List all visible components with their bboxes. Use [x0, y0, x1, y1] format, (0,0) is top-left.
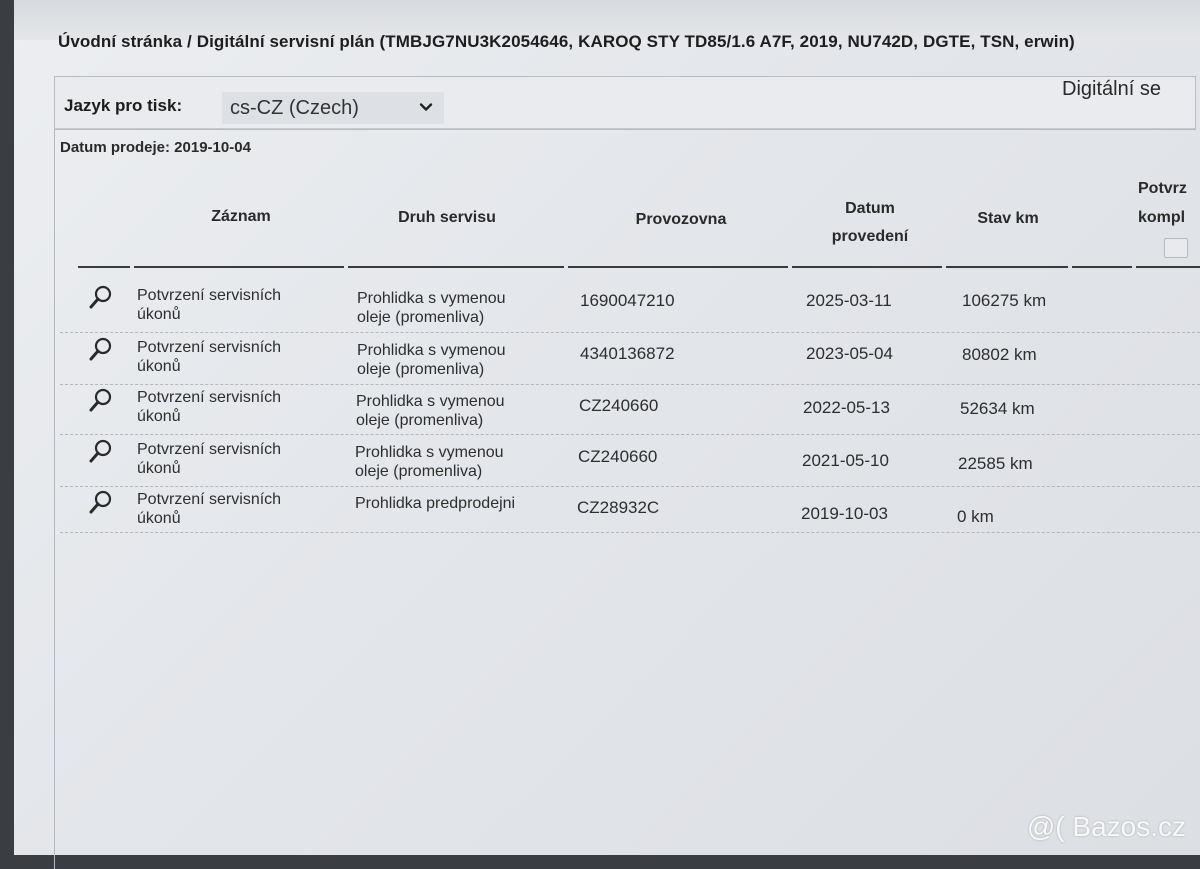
workshop-cell: CZ28932C — [577, 498, 660, 517]
watermark: @( Bazos.cz — [1026, 811, 1186, 842]
column-header-confirm[interactable] — [1138, 174, 1200, 232]
date-cell: 2022-05-13 — [803, 398, 890, 417]
date-cell: 2025-03-11 — [806, 291, 892, 310]
confirm-all-checkbox[interactable] — [1164, 238, 1188, 258]
row-separator — [60, 532, 1200, 533]
record-line1: Potvrzení servisních — [137, 339, 282, 356]
column-header-confirm-line1: Potvrz — [1138, 180, 1187, 197]
column-header-date-line2: provedení — [831, 228, 909, 245]
sale-date: Datum prodeje: 2019-10-04 — [60, 139, 251, 156]
column-header-record[interactable]: Záznam — [211, 208, 271, 225]
service-line2: oleje (promenliva) — [355, 463, 483, 480]
record-line1: Potvrzení servisních — [137, 389, 282, 406]
record-cell — [137, 440, 317, 478]
record-line1: Potvrzení servisních — [137, 441, 282, 458]
workshop-cell: 1690047210 — [580, 291, 675, 310]
workshop-cell: CZ240660 — [578, 447, 658, 466]
service-line2: oleje (promenliva) — [357, 361, 485, 378]
record-cell — [137, 388, 317, 426]
mileage-cell: 52634 km — [960, 399, 1035, 418]
record-cell — [137, 286, 317, 324]
service-line1: Prohlidka predprodejni — [355, 495, 516, 512]
header-underline — [568, 266, 788, 268]
record-line2: úkonů — [137, 408, 181, 425]
service-type-cell — [356, 392, 541, 430]
record-line1: Potvrzení servisních — [137, 491, 282, 508]
record-line1: Potvrzení servisních — [137, 287, 282, 304]
column-header-mileage[interactable]: Stav km — [977, 210, 1039, 227]
print-language-select[interactable] — [222, 92, 444, 124]
header-underline — [946, 266, 1068, 268]
record-cell — [137, 338, 317, 376]
mileage-cell: 106275 km — [962, 291, 1047, 310]
record-line2: úkonů — [137, 510, 181, 527]
magnifier-icon[interactable] — [88, 438, 114, 464]
mileage-cell: 80802 km — [962, 345, 1037, 364]
service-type-cell — [357, 289, 542, 327]
service-line1: Prohlidka s vymenou — [355, 444, 504, 461]
row-separator — [60, 332, 1200, 333]
magnifier-icon[interactable] — [88, 284, 114, 310]
service-type-cell — [357, 341, 542, 379]
service-line1: Prohlidka s vymenou — [357, 290, 506, 307]
mileage-cell: 22585 km — [958, 454, 1033, 473]
service-line1: Prohlidka s vymenou — [357, 342, 506, 359]
record-line2: úkonů — [137, 460, 181, 477]
service-type-cell — [355, 494, 540, 513]
chevron-down-icon — [418, 99, 434, 115]
breadcrumb-home-link[interactable]: Úvodní stránka — [58, 32, 183, 51]
service-line2: oleje (promenliva) — [357, 309, 485, 326]
column-header-date[interactable] — [800, 195, 940, 251]
row-separator — [60, 486, 1200, 487]
magnifier-icon[interactable] — [88, 336, 114, 362]
column-header-service-type[interactable]: Druh servisu — [398, 209, 496, 226]
workshop-cell: 4340136872 — [580, 344, 675, 363]
print-language-label: Jazyk pro tisk: — [64, 96, 183, 115]
column-header-workshop[interactable]: Provozovna — [635, 211, 727, 228]
record-line2: úkonů — [137, 306, 181, 323]
record-cell — [137, 490, 317, 528]
service-type-cell — [355, 443, 540, 481]
date-cell: 2021-05-10 — [802, 451, 889, 470]
breadcrumb-current: Digitální servisní plán (TMBJG7NU3K2054646, KAROQ STY TD85/1.6 A7F, 2019, NU742D, DGTE, TSN, erwin) — [196, 32, 1075, 51]
header-underline — [134, 266, 344, 268]
record-line2: úkonů — [137, 358, 181, 375]
row-separator — [60, 434, 1200, 435]
header-underline — [1136, 266, 1200, 268]
print-language-value: cs-CZ (Czech) — [230, 96, 359, 119]
magnifier-icon[interactable] — [88, 387, 114, 413]
magnifier-icon[interactable] — [88, 489, 114, 515]
date-cell: 2023-05-04 — [806, 344, 893, 363]
workshop-cell: CZ240660 — [579, 396, 659, 415]
header-underline — [792, 266, 942, 268]
header-underline — [348, 266, 564, 268]
service-line1: Prohlidka s vymenou — [356, 393, 505, 410]
panel-heading: Digitální se — [1062, 78, 1161, 100]
header-underline — [1072, 266, 1132, 268]
column-header-date-line1: Datum — [845, 200, 895, 217]
date-cell: 2019-10-03 — [801, 504, 888, 523]
mileage-cell: 0 km — [957, 507, 994, 526]
column-header-confirm-line2: kompl — [1138, 209, 1186, 226]
service-line2: oleje (promenliva) — [356, 412, 484, 429]
header-underline — [78, 266, 130, 268]
row-separator — [60, 384, 1200, 385]
breadcrumb-separator: / — [182, 32, 197, 51]
breadcrumb — [58, 32, 1075, 52]
